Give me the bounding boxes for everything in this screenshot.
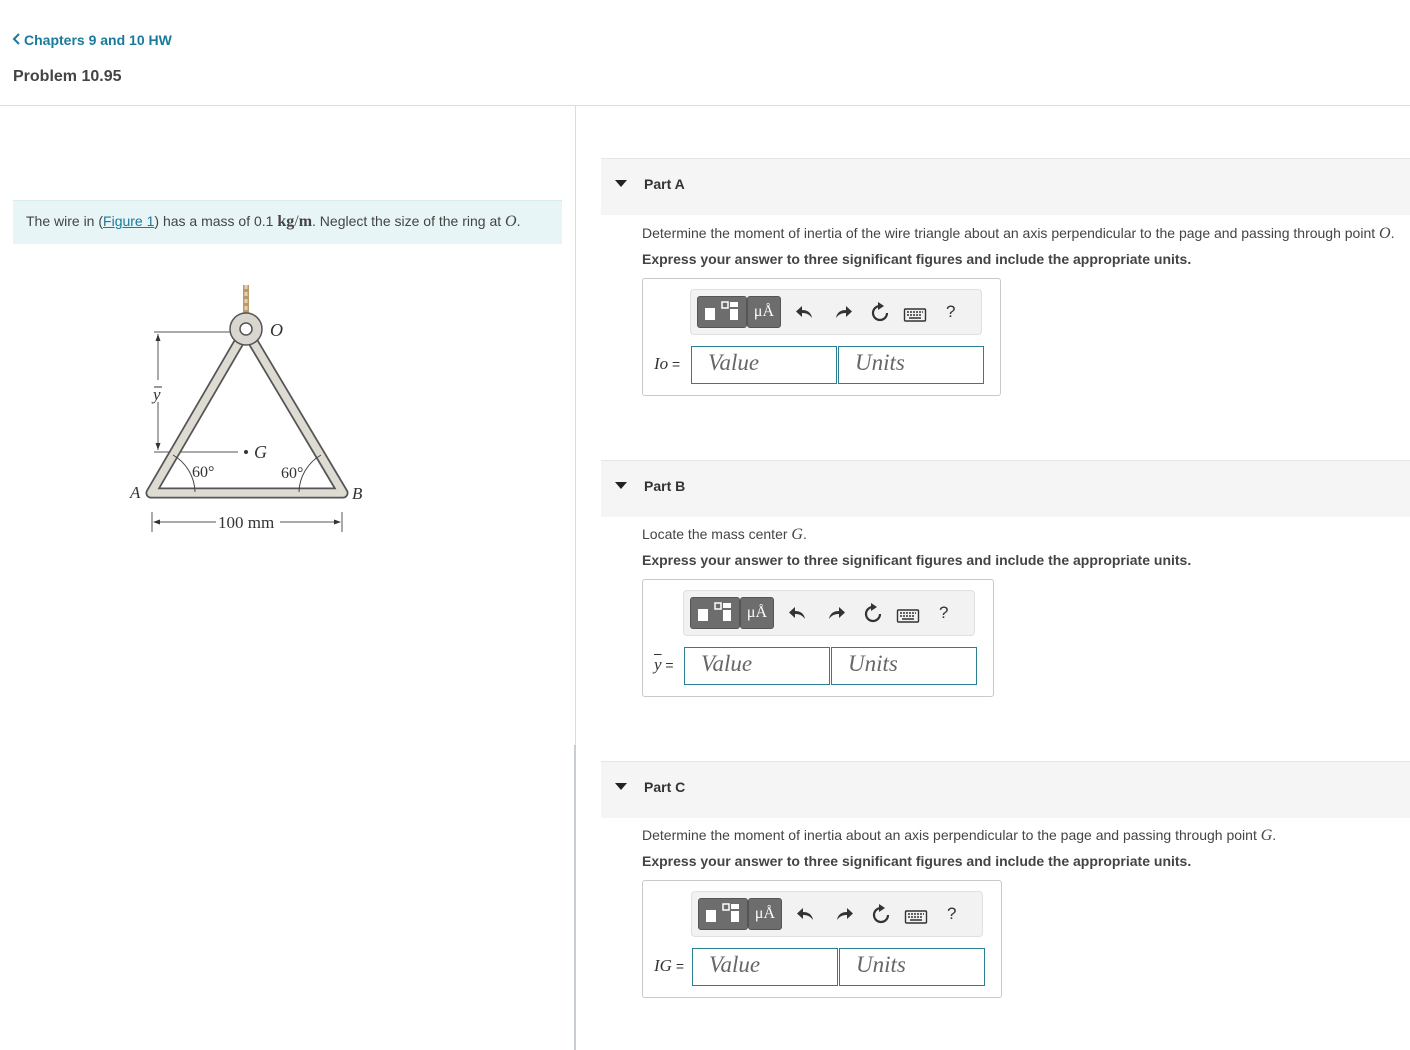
part-b-instruction: Express your answer to three significant figures and include the appropriate units.	[642, 552, 1192, 568]
mass-unit	[277, 213, 312, 230]
part-a-header[interactable]	[601, 158, 1410, 215]
keyboard-icon[interactable]	[896, 604, 920, 628]
part-c-question	[642, 827, 1276, 845]
part-c-answer-box	[642, 880, 1002, 998]
units-button[interactable]: μÅ	[748, 898, 782, 930]
reset-icon[interactable]	[869, 903, 893, 927]
part-a-instruction: Express your answer to three significant figures and include the appropriate units.	[642, 251, 1192, 267]
answer-symbol: IG	[654, 956, 672, 975]
intro-prefix: The wire in (	[26, 213, 104, 229]
part-b-answer-box	[642, 579, 994, 697]
intro-end: .	[516, 213, 521, 229]
intro-mid: ) has a mass of 0.1	[154, 213, 278, 229]
mass-center-dot	[244, 450, 248, 454]
unit-kg: kg	[277, 213, 295, 230]
templates-button[interactable]	[690, 597, 740, 629]
part-c-header[interactable]	[601, 761, 1410, 818]
part-a-question	[642, 225, 1394, 243]
arrow-right	[334, 520, 341, 525]
units-input[interactable]: Units	[831, 647, 977, 685]
collapse-triangle-icon	[615, 482, 627, 489]
intro-suffix: . Neglect the size of the ring at	[312, 213, 506, 229]
part-b-label: Part B	[644, 478, 686, 494]
part-b-question	[642, 526, 807, 544]
undo-icon[interactable]	[793, 301, 817, 325]
question-text: Locate the mass center	[642, 526, 792, 542]
back-to-assignment-link[interactable]	[12, 32, 172, 48]
redo-icon[interactable]	[824, 602, 848, 626]
units-input[interactable]: Units	[839, 948, 985, 986]
unit-slash: /	[294, 213, 299, 230]
answer-label	[654, 354, 680, 374]
collapse-triangle-icon	[615, 783, 627, 790]
equals-sign: =	[668, 356, 681, 372]
part-a-answer-box	[642, 278, 1001, 396]
equals-sign: =	[661, 657, 674, 673]
problem-statement	[13, 200, 562, 244]
value-input[interactable]: Value	[692, 948, 838, 986]
units-button[interactable]: μÅ	[740, 597, 774, 629]
answer-label	[654, 655, 674, 675]
collapse-triangle-icon	[615, 180, 627, 187]
reset-icon[interactable]	[861, 602, 885, 626]
figure-link[interactable]: Figure 1	[103, 213, 155, 229]
question-end: .	[1390, 225, 1395, 241]
back-link-label: Chapters 9 and 10 HW	[24, 32, 172, 48]
answer-symbol: $\overline{y}$	[654, 655, 662, 674]
templates-icon	[699, 899, 747, 929]
question-text: Determine the moment of inertia about an axis perpendicular to the page and passing through point	[642, 827, 1261, 843]
undo-icon[interactable]	[794, 903, 818, 927]
keyboard-icon[interactable]	[904, 905, 928, 929]
reset-icon[interactable]	[868, 301, 892, 325]
part-c-instruction: Express your answer to three significant figures and include the appropriate units.	[642, 853, 1192, 869]
label-A: A	[130, 483, 141, 502]
templates-button[interactable]	[698, 898, 748, 930]
pane-scrollbar[interactable]	[574, 745, 576, 1050]
question-end: .	[1272, 827, 1277, 843]
question-point: G	[791, 526, 803, 543]
help-icon[interactable]: ?	[947, 904, 957, 923]
arrow-down	[156, 443, 161, 450]
label-O: O	[270, 320, 283, 340]
arrow-left	[153, 520, 160, 525]
ring-hole	[240, 323, 252, 335]
wire-body	[151, 330, 343, 493]
math-toolbar	[683, 590, 975, 636]
label-G: G	[254, 442, 267, 462]
templates-icon	[691, 598, 739, 628]
question-point: O	[1379, 225, 1391, 242]
arrow-up	[156, 334, 161, 341]
answer-symbol: Io	[654, 354, 669, 373]
problem-title: Problem 10.95	[13, 68, 122, 85]
redo-icon[interactable]	[832, 903, 856, 927]
part-a-label: Part A	[644, 176, 685, 192]
dimension-label: 100 mm	[218, 513, 275, 532]
unit-m: m	[298, 213, 313, 230]
question-text: Determine the moment of inertia of the wire triangle about an axis perpendicular to the page and passing through point	[642, 225, 1380, 241]
help-icon[interactable]: ?	[946, 302, 956, 321]
label-B: B	[352, 484, 363, 503]
undo-icon[interactable]	[786, 602, 810, 626]
question-end: .	[802, 526, 807, 542]
value-input[interactable]: Value	[691, 346, 837, 384]
redo-icon[interactable]	[831, 301, 855, 325]
intro-point: O	[505, 213, 517, 230]
value-input[interactable]: Value	[684, 647, 830, 685]
units-button[interactable]: μÅ	[747, 296, 781, 328]
math-toolbar	[690, 289, 982, 335]
help-icon[interactable]: ?	[939, 603, 949, 622]
equals-sign: =	[671, 958, 685, 974]
angle-right-label: 60°	[281, 465, 304, 482]
header-divider	[0, 105, 1410, 106]
question-point: G	[1260, 827, 1273, 844]
answer-label	[654, 956, 684, 976]
keyboard-icon[interactable]	[903, 303, 927, 327]
units-input[interactable]: Units	[838, 346, 984, 384]
angle-left-label: 60°	[192, 464, 215, 481]
ybar-label: y	[153, 385, 161, 404]
part-b-header[interactable]	[601, 460, 1410, 517]
templates-icon	[698, 297, 746, 327]
part-c-label: Part C	[644, 779, 686, 795]
wire-triangle-figure[interactable]	[120, 280, 380, 540]
wire-outline	[151, 330, 343, 493]
math-toolbar	[691, 891, 983, 937]
templates-button[interactable]	[697, 296, 747, 328]
chevron-left-icon	[12, 32, 21, 48]
